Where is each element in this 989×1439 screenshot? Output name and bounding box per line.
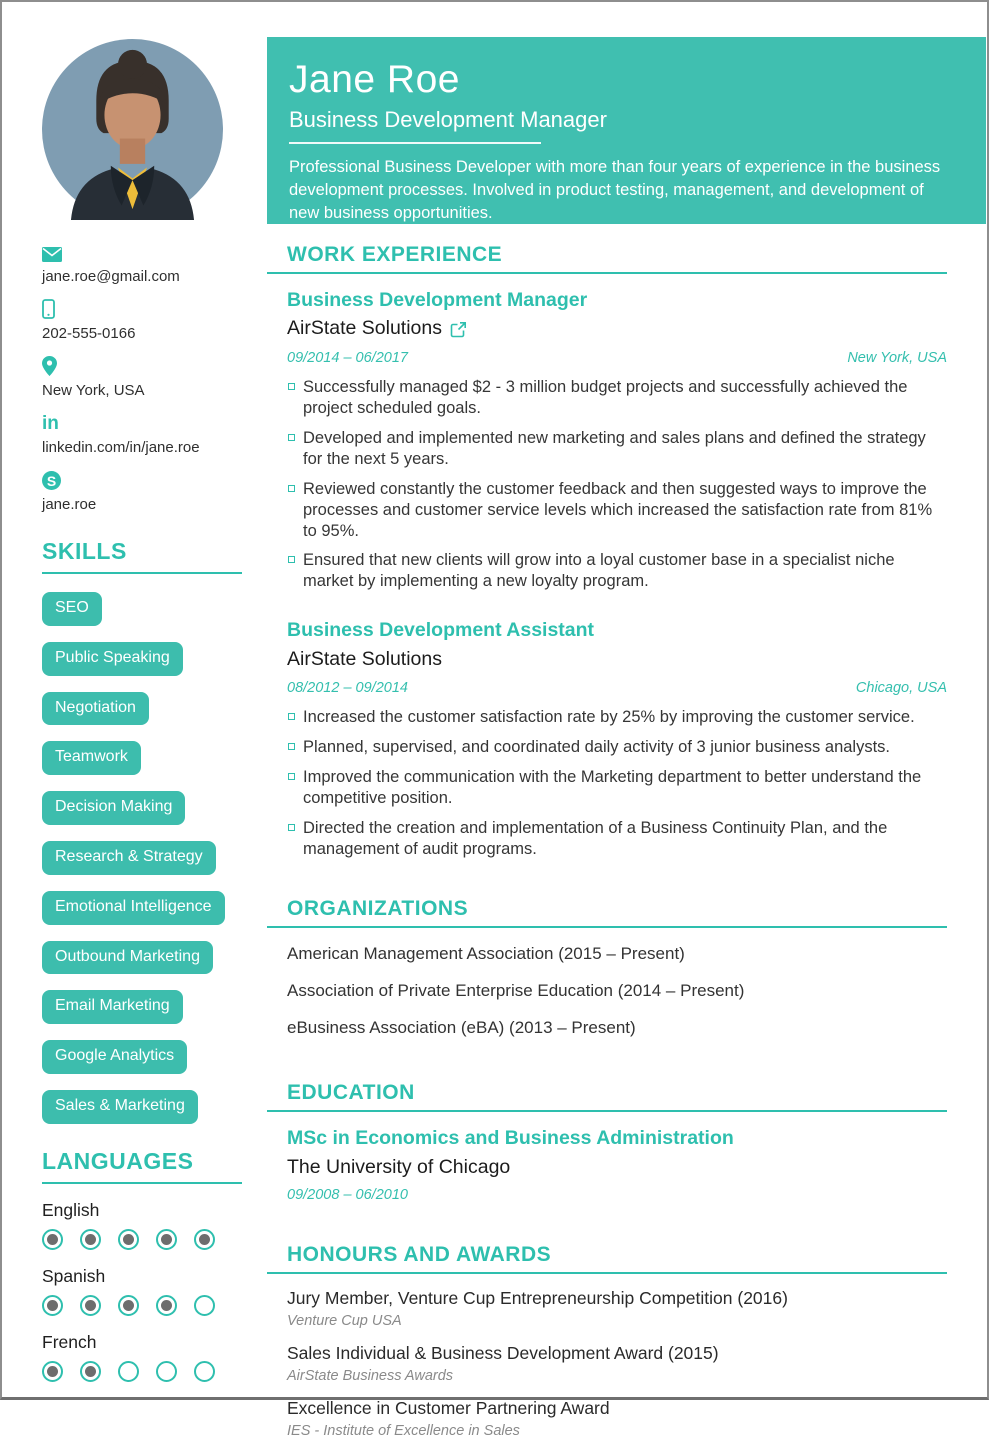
main-column	[267, 2, 987, 1439]
bullet-item: Developed and implemented new marketing and sales plans and defined the strategy for the next 5 years.	[287, 428, 947, 470]
job-entry	[287, 289, 947, 592]
skill-badge: Public Speaking	[42, 642, 183, 676]
award-name: Sales Individual & Business Development Award (2015)	[287, 1342, 719, 1363]
linkedin-icon: in	[42, 413, 59, 434]
contact-email	[42, 242, 242, 286]
job-bullets	[287, 707, 947, 860]
job-company	[287, 648, 947, 671]
languages-heading: LANGUAGES	[42, 1148, 242, 1184]
language-level	[42, 1361, 242, 1382]
section-awards	[267, 1243, 947, 1439]
job-dates: 09/2014 – 06/2017	[287, 349, 408, 366]
award-name: Excellence in Customer Partnering Award	[287, 1397, 610, 1418]
language-level-dot	[118, 1361, 139, 1382]
organization-item: Association of Private Enterprise Education (2014 – Present)	[287, 980, 745, 1000]
bullet-item: Planned, supervised, and coordinated daily activity of 3 junior business analysts.	[287, 737, 947, 758]
header-banner	[267, 37, 986, 224]
language-level-dot	[42, 1229, 63, 1250]
language-level-dot	[80, 1229, 101, 1250]
sidebar	[2, 2, 267, 1397]
skills-list	[42, 576, 247, 1124]
job-role: Business Development Assistant	[287, 619, 595, 642]
job-meta	[287, 680, 947, 696]
skill-badge: Negotiation	[42, 692, 149, 726]
skill-badge: Research & Strategy	[42, 841, 216, 875]
award-issuer: IES - Institute of Excellence in Sales	[287, 1422, 520, 1439]
skill-badge: Outbound Marketing	[42, 941, 213, 975]
profile-summary: Professional Business Developer with more than four years of experience in the business development processes. Involved in product testing, management, and development of new business opportunities.	[289, 157, 941, 223]
contact-linkedin	[42, 413, 242, 457]
language-level-dot	[42, 1295, 63, 1316]
skype-value[interactable]: jane.roe	[42, 496, 97, 513]
contact-skype	[42, 470, 242, 514]
language-item	[42, 1266, 242, 1316]
company-name: AirState Solutions	[287, 317, 443, 340]
section-education	[267, 1081, 947, 1203]
email-value[interactable]: jane.roe@gmail.com	[42, 268, 180, 285]
job-role: Business Development Manager	[287, 289, 588, 311]
language-level-dot	[80, 1295, 101, 1316]
language-level	[42, 1295, 242, 1316]
skill-badge: Emotional Intelligence	[42, 891, 225, 925]
award-issuer: AirState Business Awards	[287, 1367, 454, 1384]
section-rule	[267, 1110, 947, 1112]
organization-item: American Management Association (2015 – Present)	[287, 943, 685, 963]
bullet-item: Improved the communication with the Marketing department to better understand the competitive position.	[287, 767, 947, 809]
job-bullets	[287, 377, 947, 593]
avatar	[42, 39, 223, 220]
language-level	[42, 1229, 242, 1250]
award-name: Jury Member, Venture Cup Entrepreneurship Competition (2016)	[287, 1287, 788, 1308]
section-rule	[267, 272, 947, 274]
job-company	[287, 317, 947, 340]
skills-heading: SKILLS	[42, 538, 242, 574]
language-name: Spanish	[42, 1265, 106, 1286]
title-underline	[289, 142, 541, 144]
phone-value[interactable]: 202-555-0166	[42, 325, 136, 342]
company-name: AirState Solutions	[287, 647, 443, 670]
work-heading: WORK EXPERIENCE	[287, 243, 503, 266]
bullet-item: Directed the creation and implementation of a Business Continuity Plan, and the management of audit programs.	[287, 818, 947, 860]
language-level-dot	[156, 1229, 177, 1250]
section-rule	[267, 1272, 947, 1274]
bullet-item: Increased the customer satisfaction rate by 25% by improving the customer service.	[287, 707, 947, 728]
skype-icon: S	[42, 470, 242, 490]
section-work-experience	[267, 243, 947, 860]
person-title: Business Development Manager	[289, 106, 607, 132]
job-location: Chicago, USA	[855, 680, 947, 697]
contact-location	[42, 356, 242, 400]
organization-item: eBusiness Association (eBA) (2013 – Present)	[287, 1018, 636, 1038]
skill-badge: Google Analytics	[42, 1040, 187, 1074]
phone-icon	[42, 299, 242, 319]
external-link-icon[interactable]	[451, 322, 466, 337]
job-meta	[287, 350, 947, 366]
language-level-dot	[118, 1229, 139, 1250]
bullet-item: Ensured that new clients will grow into a loyal customer base in a specialist niche market by implementing a new loyalty program.	[287, 550, 947, 592]
person-name: Jane Roe	[289, 58, 460, 101]
award-item	[287, 1343, 947, 1384]
language-level-dot	[80, 1361, 101, 1382]
degree-name: MSc in Economics and Business Administration	[287, 1127, 734, 1150]
awards-heading: HONOURS AND AWARDS	[287, 1242, 552, 1266]
language-level-dot	[42, 1361, 63, 1382]
profile-photo	[42, 39, 223, 220]
location-value: New York, USA	[42, 382, 145, 399]
skill-badge: Email Marketing	[42, 990, 183, 1024]
bullet-item: Reviewed constantly the customer feedback and then suggested ways to improve the processes and customer service levels which increased the satisfaction rate from 81% to 95%.	[287, 479, 947, 542]
email-icon	[42, 242, 242, 262]
language-item	[42, 1332, 242, 1382]
award-item	[287, 1398, 947, 1439]
skill-badge: SEO	[42, 592, 102, 626]
language-level-dot	[156, 1361, 177, 1382]
language-level-dot	[194, 1295, 215, 1316]
contact-phone	[42, 299, 242, 343]
language-level-dot	[194, 1229, 215, 1250]
language-name: English	[42, 1199, 100, 1220]
job-entry	[287, 619, 947, 860]
section-organizations	[267, 897, 947, 1039]
award-issuer: Venture Cup USA	[287, 1312, 402, 1329]
language-name: French	[42, 1331, 97, 1352]
education-dates: 09/2008 – 06/2010	[287, 1186, 408, 1203]
job-dates: 08/2012 – 09/2014	[287, 680, 408, 697]
language-level-dot	[118, 1295, 139, 1316]
bullet-item: Successfully managed $2 - 3 million budget projects and successfully achieved the project scheduled goals.	[287, 377, 947, 419]
location-pin-icon	[42, 356, 242, 376]
language-item	[42, 1200, 242, 1250]
organizations-heading: ORGANIZATIONS	[287, 896, 469, 920]
linkedin-value[interactable]: linkedin.com/in/jane.roe	[42, 439, 200, 456]
language-level-dot	[194, 1361, 215, 1382]
skill-badge: Teamwork	[42, 741, 141, 775]
award-item	[287, 1288, 947, 1329]
education-heading: EDUCATION	[287, 1081, 415, 1105]
language-level-dot	[156, 1295, 177, 1316]
contact-list	[42, 242, 242, 514]
skill-badge: Decision Making	[42, 791, 185, 825]
section-rule	[267, 926, 947, 928]
job-location: New York, USA	[847, 349, 947, 366]
skill-badge: Sales & Marketing	[42, 1090, 198, 1124]
school-name: The University of Chicago	[287, 1155, 511, 1178]
languages-list	[42, 1200, 242, 1382]
